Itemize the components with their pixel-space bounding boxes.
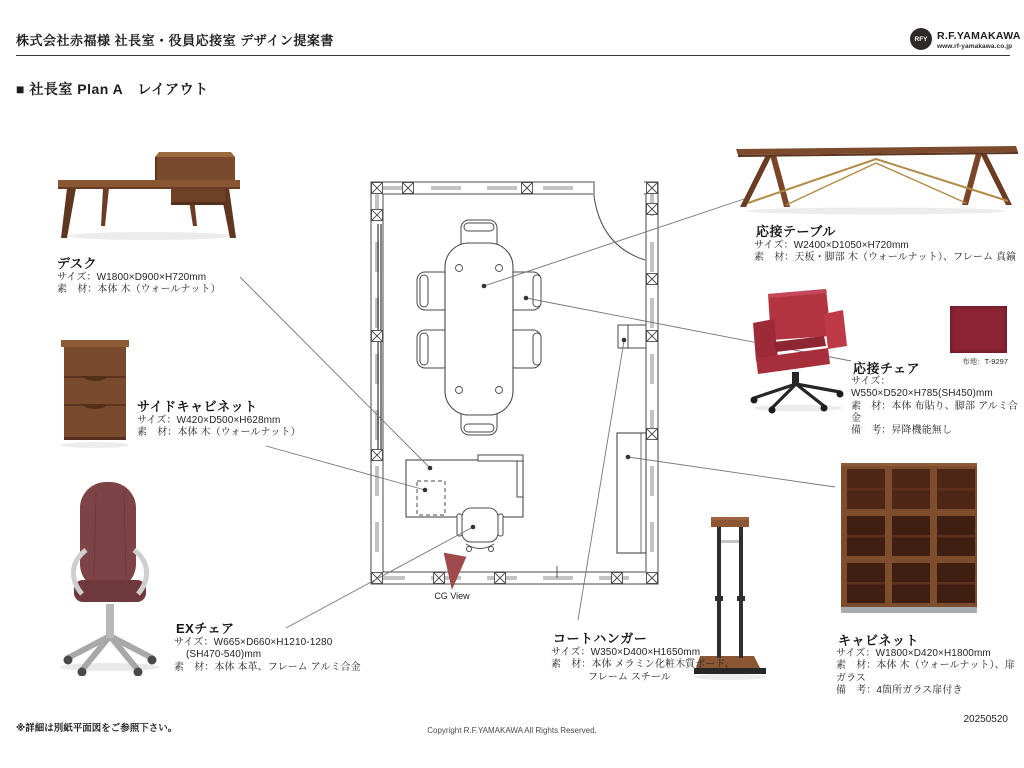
fabric-swatch-label: 布地：T-9297 bbox=[962, 357, 1008, 366]
spec-line: サイズ：W550×D520×H785(SH450)mm bbox=[851, 376, 993, 400]
plan-cabinet bbox=[617, 433, 646, 553]
reception-table-photo bbox=[730, 133, 1022, 217]
page-title: 株式会社赤福様 社長室・役員応接室 デザイン提案書 bbox=[16, 33, 334, 48]
rfy-logo-icon: RFY bbox=[910, 28, 932, 50]
coat-hanger-name: コートハンガー bbox=[553, 631, 648, 646]
spec-line: 素 材：本体 木（ウォールナット） bbox=[57, 284, 221, 296]
spec-line: サイズ：W2400×D1050×H720mm bbox=[754, 240, 909, 251]
plan-ex-chair bbox=[457, 508, 503, 552]
header-divider bbox=[16, 55, 1010, 56]
reception-chair-specs bbox=[851, 376, 1024, 437]
footer-date: 20250520 bbox=[963, 714, 1008, 725]
wall-hatch bbox=[375, 186, 654, 580]
door-opening bbox=[593, 180, 644, 195]
side-cabinet-specs bbox=[137, 415, 301, 440]
ex-chair-photo bbox=[38, 478, 183, 676]
spec-line: サイズ：W1800×D900×H720mm bbox=[57, 272, 207, 283]
cabinet-name: キャビネット bbox=[838, 633, 920, 648]
cabinet-specs bbox=[836, 648, 1024, 697]
spec-line: 素 材：本体 メラミン化粧木質ボード、 bbox=[551, 659, 735, 671]
spec-line: サイズ：W350×D400×H1650mm bbox=[551, 647, 701, 658]
reception-chair-name: 応接チェア bbox=[853, 361, 921, 376]
side-cabinet-name: サイドキャビネット bbox=[137, 399, 258, 414]
cg-view-label: CG View bbox=[434, 591, 470, 601]
spec-line: フレーム スチール bbox=[588, 671, 671, 683]
plan-coat-hanger bbox=[618, 325, 646, 348]
spec-line: 備 考：4箇所ガラス扉付き bbox=[836, 684, 963, 696]
reception-table-specs bbox=[754, 240, 1016, 265]
spec-line: 素 材：本体 木（ウォールナット）、扉 ガラス bbox=[836, 660, 1015, 684]
fabric-swatch bbox=[950, 306, 1007, 353]
spec-line: 備 考：昇降機能無し bbox=[851, 425, 952, 437]
desk-photo bbox=[55, 128, 245, 243]
footer-note: ※詳細は別紙平面図をご参照下さい。 bbox=[16, 723, 178, 734]
desk-name: デスク bbox=[57, 256, 97, 271]
section-title: ■ 社長室 Plan A レイアウト bbox=[16, 81, 209, 97]
side-cabinet-photo bbox=[55, 332, 135, 452]
cabinet-photo bbox=[838, 460, 980, 615]
spec-line: 素 材：本体 布貼り、脚部 アルミ合金 bbox=[851, 400, 1018, 424]
ex-chair-name: EXチェア bbox=[176, 621, 235, 636]
footer-copyright: Copyright R.F.YAMAKAWA All Rights Reserved. bbox=[427, 726, 597, 735]
rfy-logo bbox=[910, 26, 1021, 54]
ex-chair-specs bbox=[174, 637, 361, 674]
desk-specs bbox=[57, 272, 221, 297]
rfy-logo-url: www.rf-yamakawa.co.jp bbox=[937, 43, 1013, 50]
reception-chair-photo bbox=[740, 286, 860, 414]
spec-line: サイズ：W420×D500×H628mm bbox=[137, 415, 281, 426]
plan-meeting-table bbox=[445, 243, 513, 415]
reception-table-name: 応接テーブル bbox=[756, 224, 836, 239]
spec-line: サイズ：W665×D660×H1210-1280 bbox=[174, 637, 333, 648]
rfy-logo-name: R.F.YAMAKAWA bbox=[937, 30, 1021, 42]
plan-desk bbox=[406, 455, 523, 517]
spec-line: 素 材：天板・脚部 木（ウォールナット）、フレーム 真鍮 bbox=[754, 252, 1017, 264]
spec-line: 素 材：本体 本革、フレーム アルミ合金 bbox=[174, 661, 361, 673]
spec-line: 素 材：本体 木（ウォールナット） bbox=[137, 427, 301, 439]
spec-line: サイズ：W1800×D420×H1800mm bbox=[836, 648, 991, 659]
spec-line: (SH470-540)mm bbox=[186, 649, 262, 661]
coat-hanger-specs bbox=[551, 647, 735, 684]
